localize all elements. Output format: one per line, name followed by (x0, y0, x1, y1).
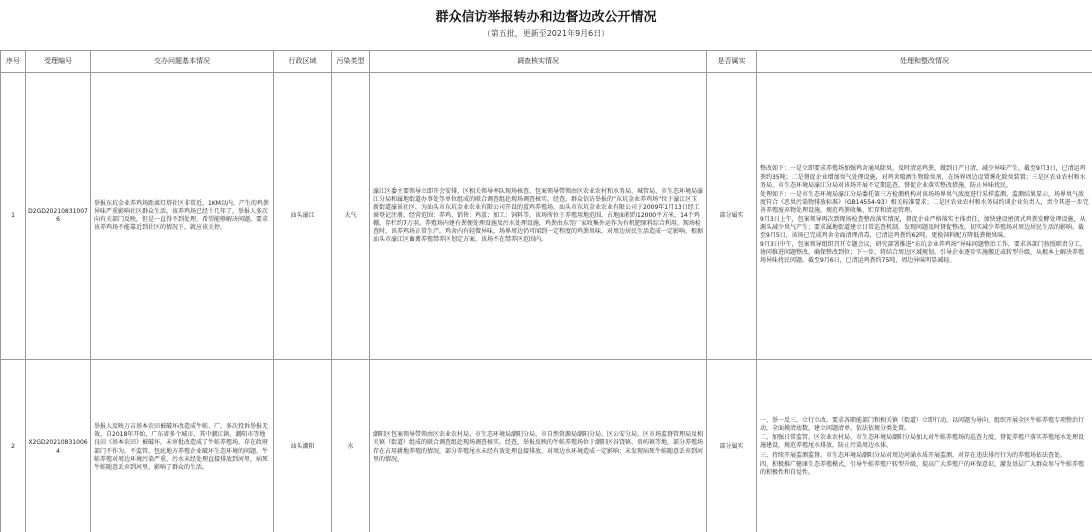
row-pollution-type: 水 (332, 360, 370, 532)
rectification-paragraph: 处理如下：一是市生态环境局濠江分局委托第三方检测机构对该场场界臭气浓度进行采样监测，监测结果显示，场界臭气浓度符合《恶臭污染物排放标准》（GB14554-93）相关标准要求；二是区农业农村和水务局约谈企业负责人，责令其进一步完善养殖废弃物处理设施，规范鸡粪收集、贮存和清运管理。 (760, 190, 1089, 214)
header-verified: 是否属实 (707, 51, 757, 73)
row-investigation: 濠江区委主要领导立即开会安排，区相关领导率队现场核查。包案领导带领由区农业农村和水务局、城管局、市生态环境局濠江分局和属地街道办事处等单位组成的联合调查组赴现场调查核实。经查，群众信访举报的“东坑金业养鸡场”位于濠江区玉新街道濠景社区，为汕头市东坑金业农业有限公司开设的蛋鸡养殖场。汕头市东坑金业农业有限公司于2009年1月13日经工商登记注册，经营范围：养鸡、销售：鸡蛋；加工：饲料等。该场所位于养殖用地范围，占地面积约12000平方米，14个鸡棚，存栏约7万羽。养殖场内建有粪便处理设施及污水处理设施，鸡粪由东莞厂家收集外运作为有机肥原料综合利用。现场检查时，该养鸡场正常生产，鸡舍内有轻微异味，场界周边仍可闻到一定程度的鸡粪臭味，对周边居民生活造成一定影响。根据汕头市濠江区畜禽养殖禁养区划定方案，该场不在禁养区范围内。 (370, 73, 707, 360)
header-region: 行政区域 (274, 51, 332, 73)
row-summary: 举报东坑金业养鸡场距离灯塔社区非常近，1KM以内，产生的鸡粪异味严重影响社区群众生活。该养鸡场已经十几年了，举报人多次向有关部门反映，但是一直得不到处理，希望能够解决问题。要求该养鸡场不能靠近到社区的情况下，就应该关停。 (91, 73, 274, 360)
row-index: 2 (1, 360, 26, 532)
header-pollution-type: 污染类型 (332, 51, 370, 73)
table-row (1, 360, 1092, 532)
header-index: 序号 (1, 51, 26, 73)
header-code: 受理编号 (26, 51, 91, 73)
table-row (1, 73, 1092, 360)
row-rectification (757, 360, 1092, 532)
rectification-paragraph: 9月3日上午，包案领导再次到现场检查整改落实情况，督促企业严格落实主体责任，加快建设密闭式鸡粪发酵处理设施，从源头减少臭气产生；要求属地街道建立日常巡查机制，发现问题及时督促整改，切实减少养殖场对周边居民生活的影响。截至9月5日，该场已完成鸡舍全面清理消毒，已清运鸡粪约62吨，更换饲料配方降低粪便臭味。 (760, 216, 1086, 240)
complaints-table (0, 50, 1092, 532)
row-pollution-type: 大气 (332, 73, 370, 360)
row-rectification (757, 73, 1092, 360)
row-investigation: 潮阳区包案领导带领由区农业农村局、市生态环境局潮阳分局、市自然资源局潮阳分局、区公安分局、区市场监督管理局及相关镇（街道）组成的联合调查组赴现场调查核实。经查，举报反映的牛蛙养殖场位于潮阳区谷饶镇、贵屿镇等地，部分养殖场存在占用耕地养殖的情况，部分养殖尾水未经有效处理直接排放，对周边水环境造成一定影响；未发现病死牛蛙随意丢弃到河里的情况。 (370, 360, 707, 532)
header-summary: 交办问题基本情况 (91, 51, 274, 73)
rectification-paragraph: 二、加强日常监管。区农业农村局、市生态环境局潮阳分局加大对牛蛙养殖场的巡查力度，督促养殖户落实养殖尾水处理设施建设，规范养殖尾水排放，防止污染周边水体。 (760, 434, 1085, 450)
rectification-paragraph: 一、举一反三，立行立改。要求各职能部门和相关镇（街道）立即行动，以问题为导向，组织开展全区牛蛙养殖专项整治行动，全面摸清底数，建立问题清单，依法依规分类处置。 (760, 417, 1085, 433)
row-code: X2GD202108310064 (26, 360, 91, 532)
page-title: 群众信访举报转办和边督边改公开情况 (435, 10, 657, 25)
header-investigation: 调查核实情况 (370, 51, 707, 73)
row-verified: 部分属实 (707, 360, 757, 532)
table-header-row (1, 51, 1092, 73)
row-index: 1 (1, 73, 26, 360)
row-region: 汕头濠江 (274, 73, 332, 360)
rectification-paragraph: 三、持续开展监测监督。市生态环境局潮阳分局对周边河涌水质开展监测，对存在违法排污行为的养殖场依法查处。 (760, 451, 1067, 459)
row-summary: 举报人反映万吉基本农田被破坏改造成牛蛙、广、多次投诉举报无效，自2018年开始，广东省多个城市、其中潮江镇、潮阳市等地良田《基本农田》被破坏，未审批改造成了牛蛙养殖场，存在政府部门不作为、不监管，包庇地方养殖企业破坏生态环境的问题，牛蛙养殖对周边环境污染严重，污水未经处理直接排放到河里，病死牛蛙随意丢弃到河里，影响了群众的生活。 (91, 360, 274, 532)
rectification-paragraph: 整改如下：一是立即要求养殖场加强鸡舍通风除臭，及时清运鸡粪，做到日产日清，减少异味产生，截至9月3日，已清运鸡粪约35吨；二是督促企业增加臭气处理设施，对鸡舍喷洒生物除臭剂，在场界周边设置雾化除臭装置；三是区农业农村和水务局、市生态环境局濠江分局对该场开展不定期巡查，督促企业落实整改措施，防止异味扰民。 (760, 165, 1086, 189)
rectification-paragraph: 9月3日中午，包案领导组织召开专题会议，研究部署推进“东坑金业养鸡场”异味问题整治工作，要求各部门按照职责分工，协同推进问题整改，确保整改到位；下一步，将结合周边区域规划，引导企业逐步实施搬迁或转型升级，从根本上解决养殖场异味扰民问题。截至9月6日，已清运鸡粪约75吨，周边异味明显减轻。 (760, 241, 1086, 265)
row-region: 汕头潮阳 (274, 360, 332, 532)
row-code: D2GD202108310076 (26, 73, 91, 360)
rectification-paragraph: 四、积极推广健康生态养殖模式，引导牛蛙养殖户转型升级，提高广大养殖户的环保意识，激发基层广大群众参与牛蛙养殖的积极性和自觉性。 (760, 460, 1085, 476)
row-verified: 部分属实 (707, 73, 757, 360)
header-rectification: 处理和整改情况 (757, 51, 1092, 73)
page-subtitle: （第五批，更新至2021年9月6日） (482, 29, 610, 38)
